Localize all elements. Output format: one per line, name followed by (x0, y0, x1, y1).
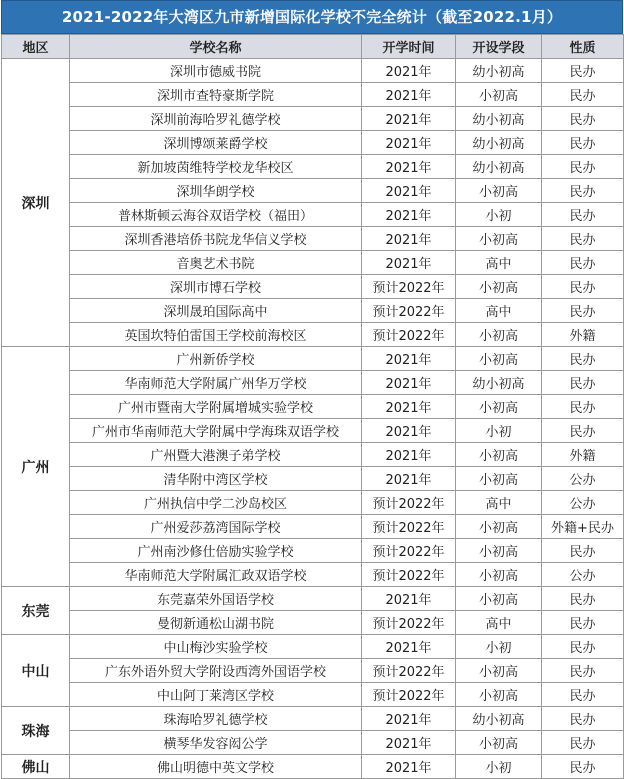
school-type-cell: 公办 (542, 563, 624, 587)
school-name-cell: 深圳晟珀国际高中 (70, 299, 362, 323)
grade-levels-cell: 幼小初高 (456, 131, 542, 155)
open-date-cell: 2021年 (362, 395, 456, 419)
school-name-cell: 广东外语外贸大学附设西湾外国语学校 (70, 659, 362, 683)
table-row (2, 83, 624, 107)
school-type-cell: 民办 (542, 635, 624, 659)
open-date-cell: 2021年 (362, 227, 456, 251)
open-date-cell: 2021年 (362, 635, 456, 659)
school-type-cell: 民办 (542, 155, 624, 179)
open-date-cell: 2021年 (362, 443, 456, 467)
open-date-cell: 2021年 (362, 155, 456, 179)
grade-levels-cell: 小初 (456, 203, 542, 227)
school-type-cell: 公办 (542, 467, 624, 491)
grade-levels-cell: 高中 (456, 611, 542, 635)
school-name-cell: 广州南沙修仕倍励实验学校 (70, 539, 362, 563)
grade-levels-cell: 小初高 (456, 275, 542, 299)
school-type-cell: 民办 (542, 587, 624, 611)
table-row (2, 203, 624, 227)
open-date-cell: 2021年 (362, 347, 456, 371)
school-name-cell: 深圳香港培侨书院龙华信义学校 (70, 227, 362, 251)
school-type-cell: 民办 (542, 707, 624, 731)
table-title: 2021-2022年大湾区九市新增国际化学校不完全统计（截至2022.1月） (1, 0, 623, 34)
school-type-cell: 民办 (542, 131, 624, 155)
school-type-cell: 外籍+民办 (542, 515, 624, 539)
school-type-cell: 民办 (542, 203, 624, 227)
grade-levels-cell: 小初高 (456, 347, 542, 371)
school-name-cell: 广州暨大港澳子弟学校 (70, 443, 362, 467)
table-row (2, 371, 624, 395)
school-name-cell: 清华附中湾区学校 (70, 467, 362, 491)
open-date-cell: 2021年 (362, 755, 456, 779)
grade-levels-cell: 小初 (456, 755, 542, 779)
table-row (2, 659, 624, 683)
open-date-cell: 2021年 (362, 131, 456, 155)
school-type-cell: 民办 (542, 755, 624, 779)
grade-levels-cell: 小初高 (456, 83, 542, 107)
header-school-name: 学校名称 (70, 35, 362, 59)
grade-levels-cell: 小初高 (456, 587, 542, 611)
header-school-type: 性质 (542, 35, 624, 59)
open-date-cell: 预计2022年 (362, 683, 456, 707)
school-name-cell: 华南师范大学附属汇政双语学校 (70, 563, 362, 587)
school-name-cell: 深圳华朗学校 (70, 179, 362, 203)
grade-levels-cell: 高中 (456, 251, 542, 275)
school-name-cell: 曼彻新通松山湖书院 (70, 611, 362, 635)
school-type-cell: 外籍 (542, 443, 624, 467)
open-date-cell: 预计2022年 (362, 275, 456, 299)
region-cell: 珠海 (2, 707, 70, 755)
school-name-cell: 广州新侨学校 (70, 347, 362, 371)
school-type-cell: 公办 (542, 491, 624, 515)
school-type-cell: 民办 (542, 251, 624, 275)
open-date-cell: 2021年 (362, 179, 456, 203)
open-date-cell: 2021年 (362, 467, 456, 491)
open-date-cell: 预计2022年 (362, 659, 456, 683)
school-type-cell: 民办 (542, 659, 624, 683)
grade-levels-cell: 小初高 (456, 515, 542, 539)
header-region: 地区 (2, 35, 70, 59)
school-type-cell: 民办 (542, 299, 624, 323)
open-date-cell: 预计2022年 (362, 515, 456, 539)
school-type-cell: 民办 (542, 371, 624, 395)
grade-levels-cell: 高中 (456, 299, 542, 323)
school-type-cell: 民办 (542, 59, 624, 83)
school-name-cell: 横琴华发容闳公学 (70, 731, 362, 755)
school-name-cell: 广州执信中学二沙岛校区 (70, 491, 362, 515)
grade-levels-cell: 小初高 (456, 227, 542, 251)
school-type-cell: 民办 (542, 275, 624, 299)
table-row (2, 347, 624, 371)
school-name-cell: 深圳市查特豪斯学院 (70, 83, 362, 107)
open-date-cell: 2021年 (362, 203, 456, 227)
school-name-cell: 东莞嘉荣外国语学校 (70, 587, 362, 611)
open-date-cell: 预计2022年 (362, 323, 456, 347)
open-date-cell: 2021年 (362, 59, 456, 83)
grade-levels-cell: 小初高 (456, 179, 542, 203)
table-row (2, 155, 624, 179)
table-row (2, 731, 624, 755)
region-cell: 广州 (2, 347, 70, 587)
table-row (2, 443, 624, 467)
school-name-cell: 音奥艺术书院 (70, 251, 362, 275)
grade-levels-cell: 小初 (456, 419, 542, 443)
table-row (2, 467, 624, 491)
school-type-cell: 民办 (542, 539, 624, 563)
table-row (2, 275, 624, 299)
header-grade-levels: 开设学段 (456, 35, 542, 59)
table-row (2, 59, 624, 83)
grade-levels-cell: 小初 (456, 635, 542, 659)
school-name-cell: 深圳博颂莱爵学校 (70, 131, 362, 155)
table-row (2, 131, 624, 155)
table-row (2, 323, 624, 347)
table-row (2, 563, 624, 587)
grade-levels-cell: 幼小初高 (456, 59, 542, 83)
table-row (2, 755, 624, 779)
stats-sheet (1, 0, 623, 779)
table-row (2, 491, 624, 515)
school-name-cell: 深圳前海哈罗礼德学校 (70, 107, 362, 131)
school-name-cell: 佛山明德中英文学校 (70, 755, 362, 779)
school-type-cell: 民办 (542, 179, 624, 203)
header-open-date: 开学时间 (362, 35, 456, 59)
school-name-cell: 珠海哈罗礼德学校 (70, 707, 362, 731)
school-name-cell: 普林斯顿云海谷双语学校（福田） (70, 203, 362, 227)
open-date-cell: 预计2022年 (362, 299, 456, 323)
school-type-cell: 民办 (542, 731, 624, 755)
grade-levels-cell: 高中 (456, 491, 542, 515)
table-body (2, 59, 624, 779)
table-row (2, 107, 624, 131)
grade-levels-cell: 幼小初高 (456, 707, 542, 731)
grade-levels-cell: 小初高 (456, 395, 542, 419)
school-type-cell: 民办 (542, 611, 624, 635)
school-type-cell: 民办 (542, 683, 624, 707)
school-type-cell: 民办 (542, 419, 624, 443)
grade-levels-cell: 小初高 (456, 323, 542, 347)
grade-levels-cell: 小初高 (456, 539, 542, 563)
school-type-cell: 民办 (542, 107, 624, 131)
region-cell: 佛山 (2, 755, 70, 779)
open-date-cell: 2021年 (362, 107, 456, 131)
table-row (2, 587, 624, 611)
table-row (2, 707, 624, 731)
school-type-cell: 民办 (542, 347, 624, 371)
school-name-cell: 广州市华南师范大学附属中学海珠双语学校 (70, 419, 362, 443)
open-date-cell: 预计2022年 (362, 491, 456, 515)
grade-levels-cell: 小初高 (456, 731, 542, 755)
school-type-cell: 民办 (542, 83, 624, 107)
header-row (2, 35, 624, 59)
school-type-cell: 民办 (542, 395, 624, 419)
grade-levels-cell: 小初高 (456, 443, 542, 467)
open-date-cell: 2021年 (362, 731, 456, 755)
table-row (2, 179, 624, 203)
open-date-cell: 2021年 (362, 707, 456, 731)
grade-levels-cell: 幼小初高 (456, 107, 542, 131)
table-row (2, 635, 624, 659)
open-date-cell: 2021年 (362, 251, 456, 275)
table-row (2, 683, 624, 707)
table-row (2, 395, 624, 419)
school-name-cell: 广州市暨南大学附属增城实验学校 (70, 395, 362, 419)
grade-levels-cell: 幼小初高 (456, 155, 542, 179)
table-row (2, 515, 624, 539)
table-row (2, 611, 624, 635)
grade-levels-cell: 小初高 (456, 467, 542, 491)
school-name-cell: 中山梅沙实验学校 (70, 635, 362, 659)
school-name-cell: 中山阿丁莱湾区学校 (70, 683, 362, 707)
school-type-cell: 外籍 (542, 323, 624, 347)
open-date-cell: 2021年 (362, 83, 456, 107)
region-cell: 深圳 (2, 59, 70, 347)
open-date-cell: 2021年 (362, 371, 456, 395)
open-date-cell: 2021年 (362, 587, 456, 611)
school-name-cell: 深圳市博石学校 (70, 275, 362, 299)
school-name-cell: 英国坎特伯雷国王学校前海校区 (70, 323, 362, 347)
open-date-cell: 预计2022年 (362, 611, 456, 635)
grade-levels-cell: 小初高 (456, 563, 542, 587)
open-date-cell: 2021年 (362, 419, 456, 443)
school-type-cell: 民办 (542, 227, 624, 251)
table-row (2, 227, 624, 251)
school-table (1, 34, 624, 779)
grade-levels-cell: 幼小初高 (456, 371, 542, 395)
school-name-cell: 华南师范大学附属广州华万学校 (70, 371, 362, 395)
table-row (2, 299, 624, 323)
region-cell: 东莞 (2, 587, 70, 635)
open-date-cell: 预计2022年 (362, 563, 456, 587)
table-row (2, 419, 624, 443)
school-name-cell: 深圳市德威书院 (70, 59, 362, 83)
region-cell: 中山 (2, 635, 70, 707)
table-row (2, 251, 624, 275)
table-row (2, 539, 624, 563)
grade-levels-cell: 小初高 (456, 659, 542, 683)
school-name-cell: 新加坡茵维特学校龙华校区 (70, 155, 362, 179)
open-date-cell: 预计2022年 (362, 539, 456, 563)
school-name-cell: 广州爱莎荔湾国际学校 (70, 515, 362, 539)
grade-levels-cell: 小初高 (456, 683, 542, 707)
